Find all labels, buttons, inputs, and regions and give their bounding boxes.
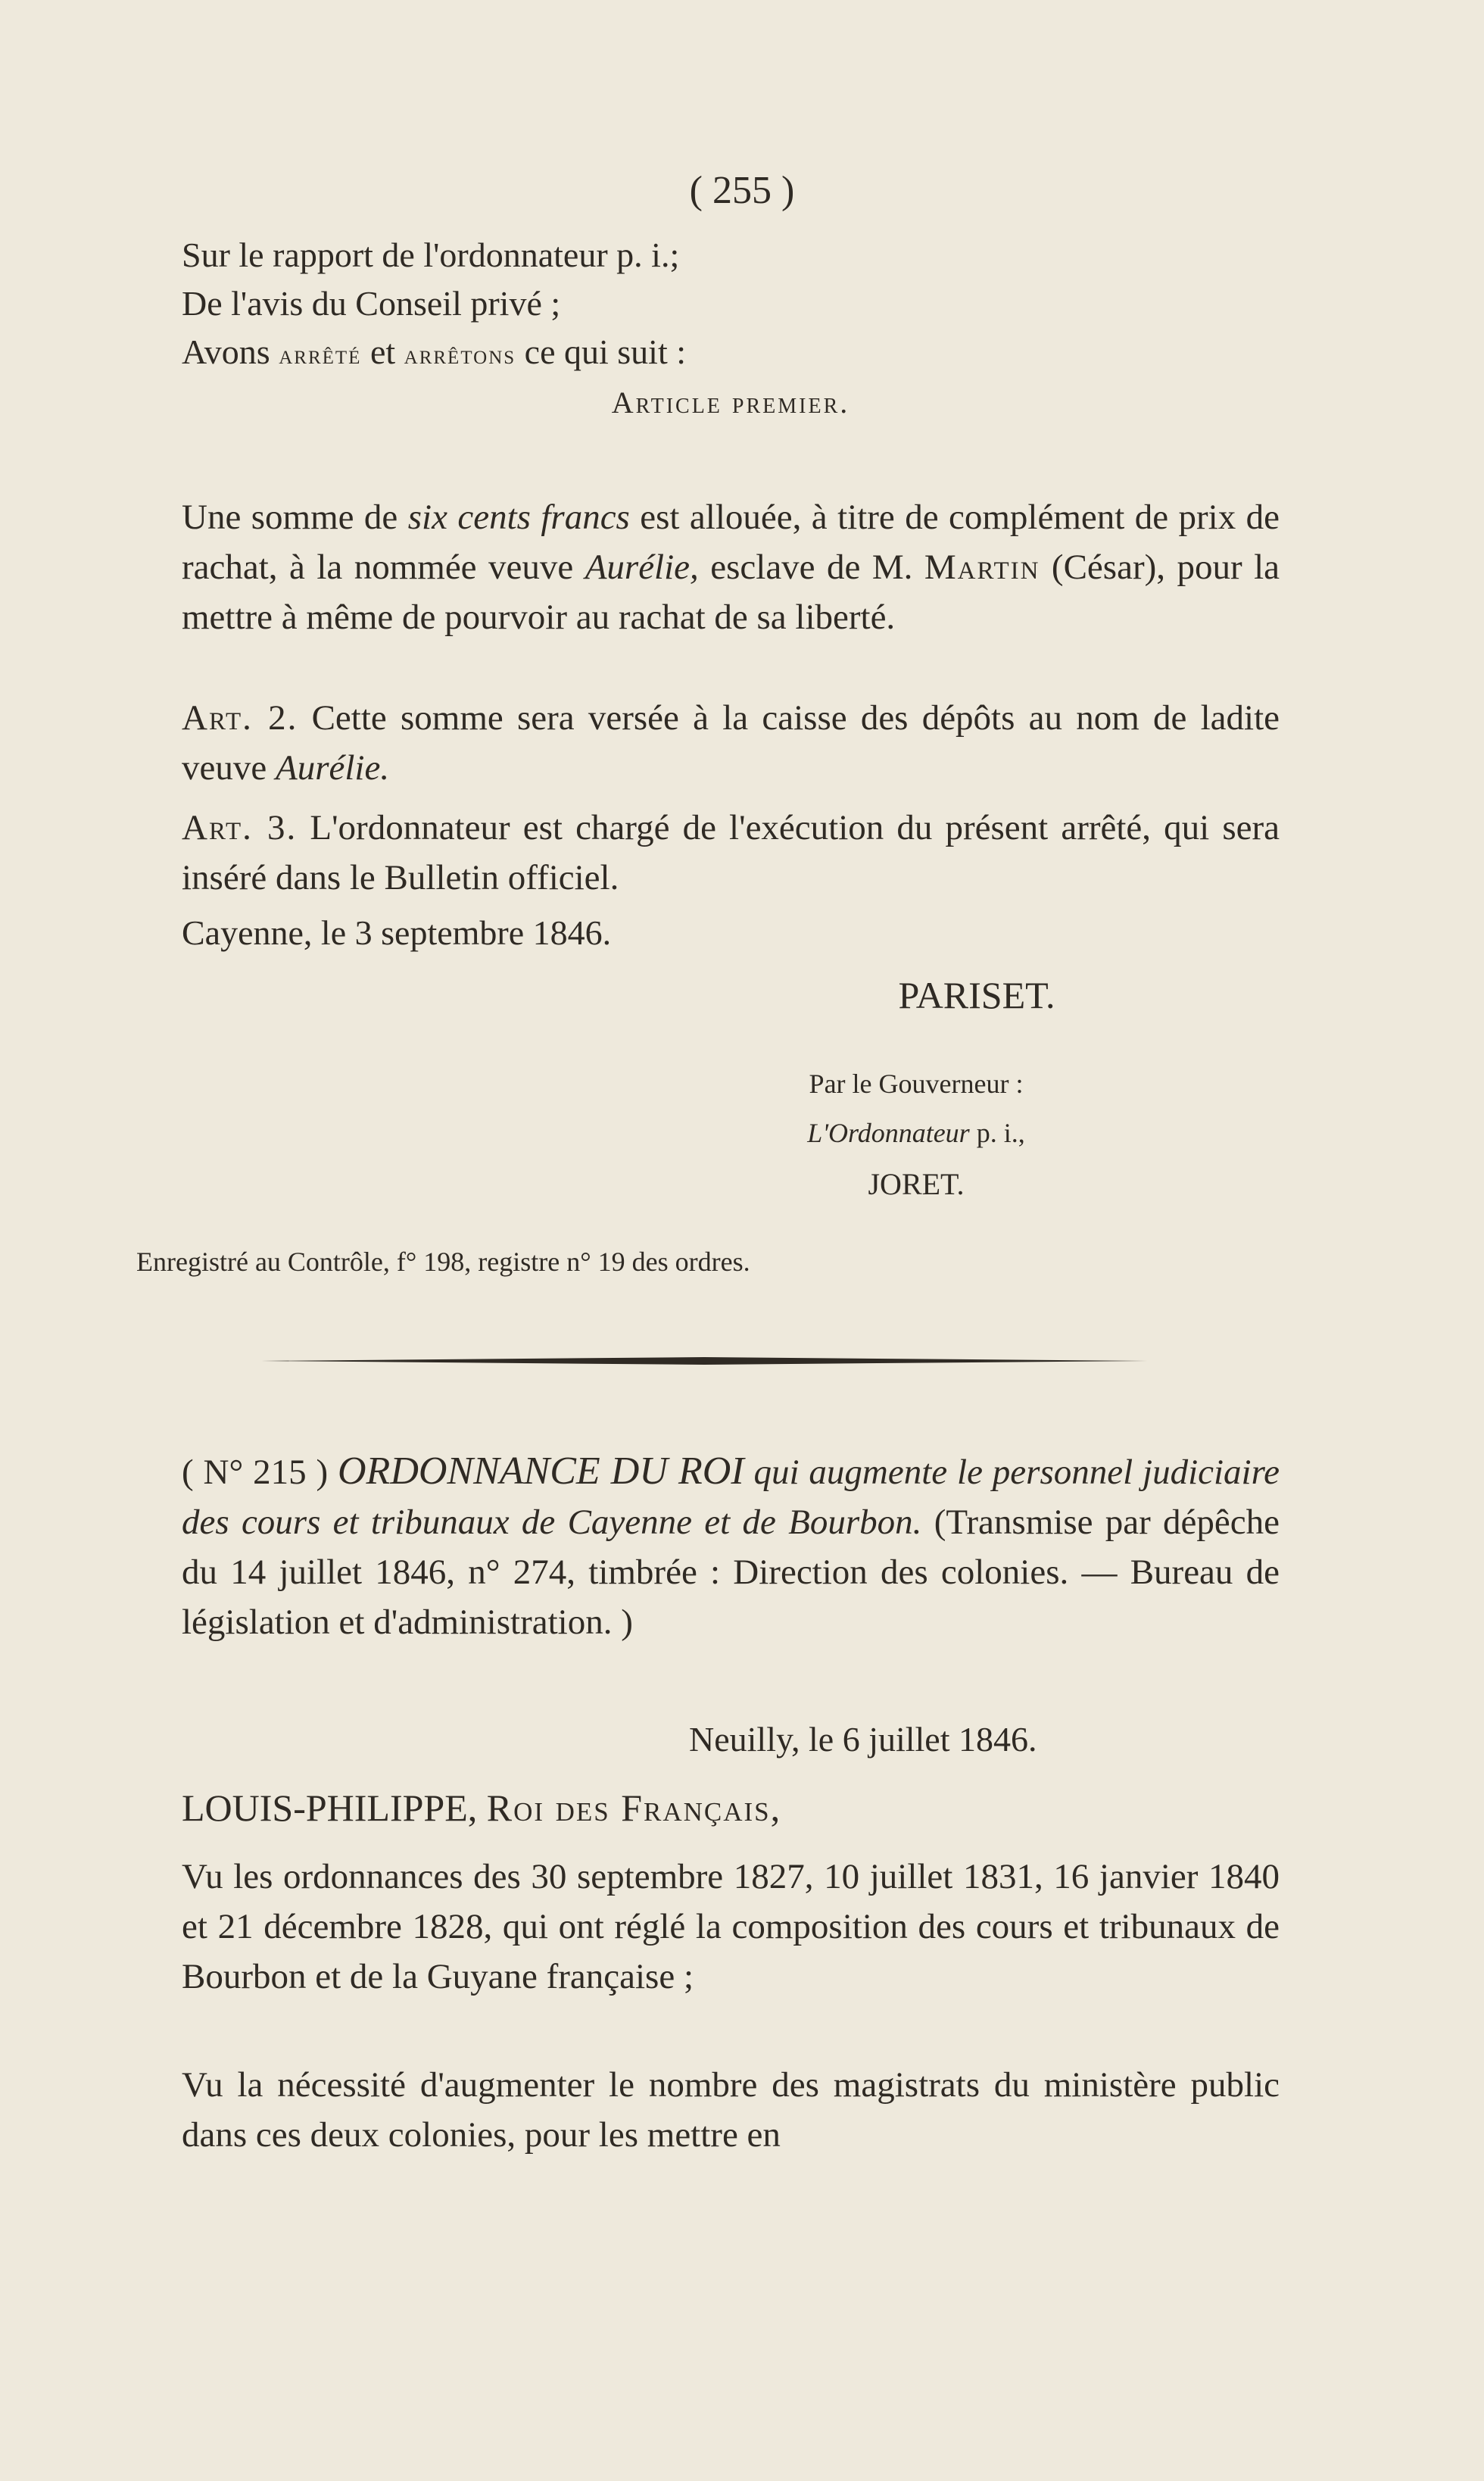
article-2-name: Aurélie.: [275, 748, 390, 788]
enacting-line: [182, 328, 1280, 379]
ordinance-title: ORDONNANCE DU ROI: [338, 1450, 744, 1493]
decree-preamble: [182, 231, 1280, 427]
ordinance-heading: [182, 1446, 1280, 1647]
decree-date: [182, 909, 1280, 957]
preamble-line-2: De l'avis du Conseil privé ;: [182, 284, 561, 323]
article-1-t3: est allouée, à titre de complément de prix de rachat, à la nommée veuve: [182, 498, 1280, 587]
article-2-t1: Cette somme sera versée à la caisse des dépôts au nom de ladite veuve: [182, 698, 1280, 788]
ordinance-transmission: (Transmise par dépêche du 14 juillet 1846, n° 274, timbrée : Direction des colonies. — Bureau de législation et d'administration. ): [182, 1503, 1280, 1642]
article-2: [182, 693, 1280, 793]
ordinance-place-date: Neuilly, le 6 juillet 1846.: [689, 1720, 1037, 1759]
article-1-t1: Une somme de: [182, 498, 408, 537]
king-line: [182, 1784, 1280, 1832]
article-1-text: [182, 492, 1280, 642]
by-governor: Par le Gouverneur :: [809, 1069, 1024, 1099]
king-title: Roi des Français,: [486, 1787, 782, 1829]
preamble-line-1: Sur le rapport de l'ordonnateur p. i.;: [182, 236, 680, 274]
ordonnateur-title: L'Ordonnateur: [807, 1118, 970, 1148]
ordinance-king: [182, 1784, 1280, 1832]
king-name: LOUIS-PHILIPPE,: [182, 1787, 478, 1829]
ordinance-subject: qui augmente le personnel judiciaire des cours et tribunaux de Cayenne et de Bourbon.: [182, 1453, 1280, 1542]
page-number: ( 255 ): [689, 169, 795, 212]
enacting-word-1: Avons: [182, 332, 270, 371]
considerant-1-text: Vu les ordonnances des 30 septembre 1827, 10 juillet 1831, 16 janvier 1840 et 21 décembre 1828, qui ont réglé la composition des cours et tribunaux de Bourbon et de la Guyane française ;: [182, 1857, 1280, 1996]
enacting-word-2: arrêté: [279, 339, 362, 370]
ordonnateur-suffix: p. i.,: [969, 1118, 1025, 1148]
considerant-2: [182, 2060, 1280, 2160]
considerant-1: [182, 1852, 1280, 2002]
article-1-name: Aurélie,: [585, 548, 699, 587]
ordinance-date: [182, 1715, 1280, 1764]
governor-signature: PARISET.: [898, 974, 1055, 1016]
article-2-text: [182, 693, 1280, 793]
divider-rule: [261, 1356, 1147, 1366]
article-1-t7: (César), pour la mettre à même de pourvoir au rachat de sa liberté.: [182, 548, 1280, 637]
ordonnateur-line: [727, 1117, 1105, 1149]
article-3-text: [182, 803, 1280, 903]
article-1-t5: esclave de M.: [698, 548, 924, 587]
ordinance-heading-text: [182, 1446, 1280, 1647]
considerant-2-text: Vu la nécessité d'augmenter le nombre des magistrats du ministère public dans ces deux colonies, pour les mettre en: [182, 2065, 1280, 2155]
article-1-amount: six cents francs: [407, 498, 630, 537]
enacting-word-4: arrêtons: [404, 339, 516, 370]
article-2-label: Art. 2.: [182, 698, 298, 738]
article-heading: Article premier.: [611, 385, 850, 420]
enacting-word-3: et: [369, 332, 396, 371]
registration-note: Enregistré au Contrôle, f° 198, registre n° 19 des ordres.: [136, 1247, 750, 1277]
countersignature: JORET.: [868, 1167, 965, 1201]
article-1: [182, 492, 1280, 642]
article-1-owner: Martin: [924, 548, 1040, 587]
article-3-body: L'ordonnateur est chargé de l'exécution du présent arrêté, qui sera inséré dans le Bulletin officiel.: [182, 808, 1280, 897]
article-3-label: Art. 3.: [182, 808, 298, 847]
article-3: [182, 803, 1280, 903]
section-divider: [261, 1356, 1147, 1366]
enacting-word-5: ce qui suit :: [524, 332, 687, 371]
decree-place-date: Cayenne, le 3 septembre 1846.: [182, 913, 612, 952]
ordinance-number: ( N° 215 ): [182, 1453, 329, 1492]
